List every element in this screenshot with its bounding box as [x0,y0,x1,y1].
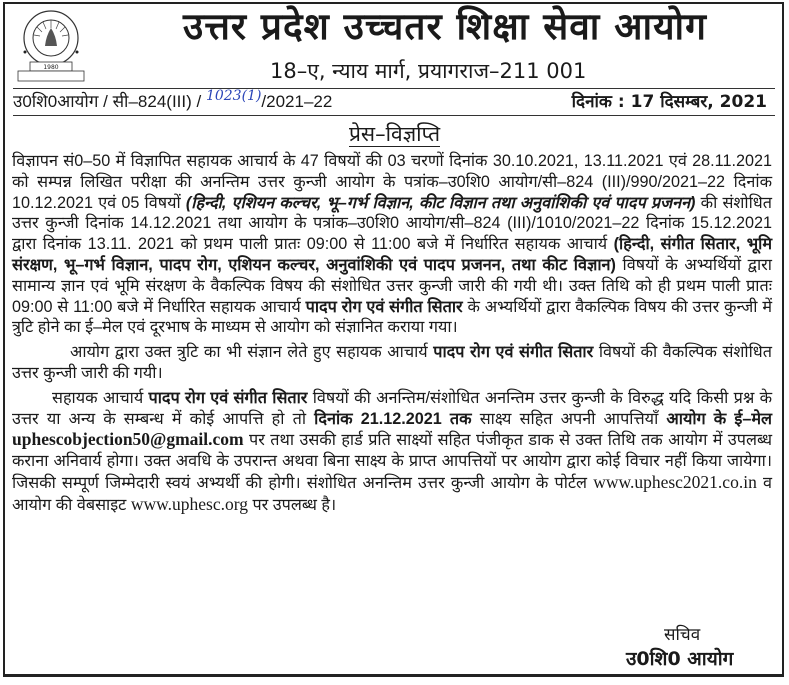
ref-prefix: उ0शि0आयोग / सी–824(III) / [13,92,206,111]
email-label: आयोग के ई–मेल [666,409,772,428]
handwritten-number: 1023(1) [205,88,262,104]
subjects-list: (हिन्दी, संगीत सितार, भूमि संरक्षण, भू–गर्भ विज्ञान, पादप रोग, एशियन कल्चर, अनुवांशिकी एवं पादप प्रजनन, तथा कीट विज्ञान) [12,235,773,274]
objection-email[interactable]: uphescobjection50@gmail.com [12,429,244,450]
document-body [12,151,772,516]
svg-text:1980: 1980 [43,64,59,71]
reference-number [13,90,332,115]
date: दिनांक : 17 दिसम्बर, 2021 [571,92,767,112]
portal-url[interactable]: www.uphesc2021.co.in [593,471,757,492]
signatory-designation: सचिव [664,625,701,645]
subjects-pair: पादप रोग एवं संगीत सितार [305,297,463,316]
divider [13,115,775,116]
paragraph-3: सहायक आचार्य पादप रोग एवं संगीत सितार विषयों की अनन्तिम/संशोधित अनन्तिम उत्तर कुन्जी के विरुद्ध यदि किसी प्रश्न के उत्तर या अन्य के सम्बन्ध में कोई आपत्ति हो तो दिनांक 21.12.2021 तक साक्ष्य सहित अपनी आपत्तियाँ आयोग के ई–मेल uphescobjection50@gmail.com पर तथा उसकी हार्ड प्रति साक्ष्यों सहित पंजीकृत डाक से उक्त तिथि तक आयोग में उपलब्ध कराना अनिवार्य होगा। उक्त अवधि के उपरान्त अथवा बिना साक्ष्य के प्राप्त आपत्तियों पर आयोग द्वारा कोई विचार नहीं किया जायेगा। जिसकी सम्पूर्ण जिम्मेदारी स्वयं अभ्यर्थी की होगी। संशोधित अनन्तिम उत्तर कुन्जी आयोग के पोर्टल www.uphesc2021.co.in व आयोग की वेबसाइट www.uphesc.org पर उपलब्ध है। [12,388,772,514]
signatory-organization: उ0शि0 आयोग [626,648,734,670]
paragraph-2: आयोग द्वारा उक्त त्रुटि का भी संज्ञान लेते हुए सहायक आचार्य पादप रोग एवं संगीत सितार विषयों की वैकल्पिक संशोधित उत्तर कुन्जी जारी की गयी। [12,343,772,382]
commission-emblem-icon [16,8,86,85]
subjects-pair: पादप रोग एवं संगीत सितार [433,343,594,362]
press-release-heading: प्रेस–विज्ञप्ति [348,122,441,146]
ref-suffix: /2021–22 [261,92,333,111]
subjects-pair: पादप रोग एवं संगीत सितार [148,388,308,407]
paragraph-1: विज्ञापन सं0–50 में विज्ञापित सहायक आचार्य के 47 विषयों की 03 चरणों दिनांक 30.10.2021, 13.11.2021 एवं 28.11.2021 को सम्पन्न लिखित परीक्षा की अनन्तिम उत्तर कुन्जी आयोग के पत्रांक–उ0शि0 आयोग/सी–824 (III)/990/2021–22 दिनांक 10.12.2021 एवं 05 विषयों (हिन्दी, एशियन कल्चर, भू–गर्भ विज्ञान, कीट विज्ञान तथा अनुवांशिकी एवं पादप प्रजनन) की संशोधित उत्तर कुन्जी दिनांक 14.12.2021 तथा आयोग के पत्रांक–उ0शि0 आयोग/सी–824 (III)/1010/2021–22 दिनांक 15.12.2021 द्वारा दिनांक 13.11. 2021 को प्रथम पाली प्रातः 09:00 से 11:00 बजे में निर्धारित सहायक आचार्य (हिन्दी, संगीत सितार, भूमि संरक्षण, भू–गर्भ विज्ञान, पादप रोग, एशियन कल्चर, अनुवांशिकी एवं पादप प्रजनन, तथा कीट विज्ञान) विषयों के अभ्यर्थियों द्वारा सामान्य ज्ञान एवं भूमि संरक्षण के वैकल्पिक विषय की संशोधित उत्तर कुन्जी जारी की गयी थी। उक्त तिथि को ही प्रथम पाली प्रातः 09:00 से 11:00 बजे में निर्धारित सहायक आचार्य पादप रोग एवं संगीत सितार के अभ्यर्थियों द्वारा वैकल्पिक विषय की उत्तर कुन्जी में त्रुटि होने का ई–मेल एवं दूरभाष के माध्यम से आयोग को संज्ञानित कराया गया। [12,152,773,337]
objection-deadline: दिनांक 21.12.2021 तक [314,409,472,428]
address: 18–ए, न्याय मार्ग, प्रयागराज–211 001 [270,59,587,83]
subjects-five: (हिन्दी, एशियन कल्चर, भू–गर्भ विज्ञान, कीट विज्ञान तथा अनुवांशिकी एवं पादप प्रजनन) [185,193,696,212]
divider [13,88,775,89]
website-url[interactable]: www.uphesc.org [130,493,248,514]
page-title: उत्तर प्रदेश उच्चतर शिक्षा सेवा आयोग [183,5,707,48]
